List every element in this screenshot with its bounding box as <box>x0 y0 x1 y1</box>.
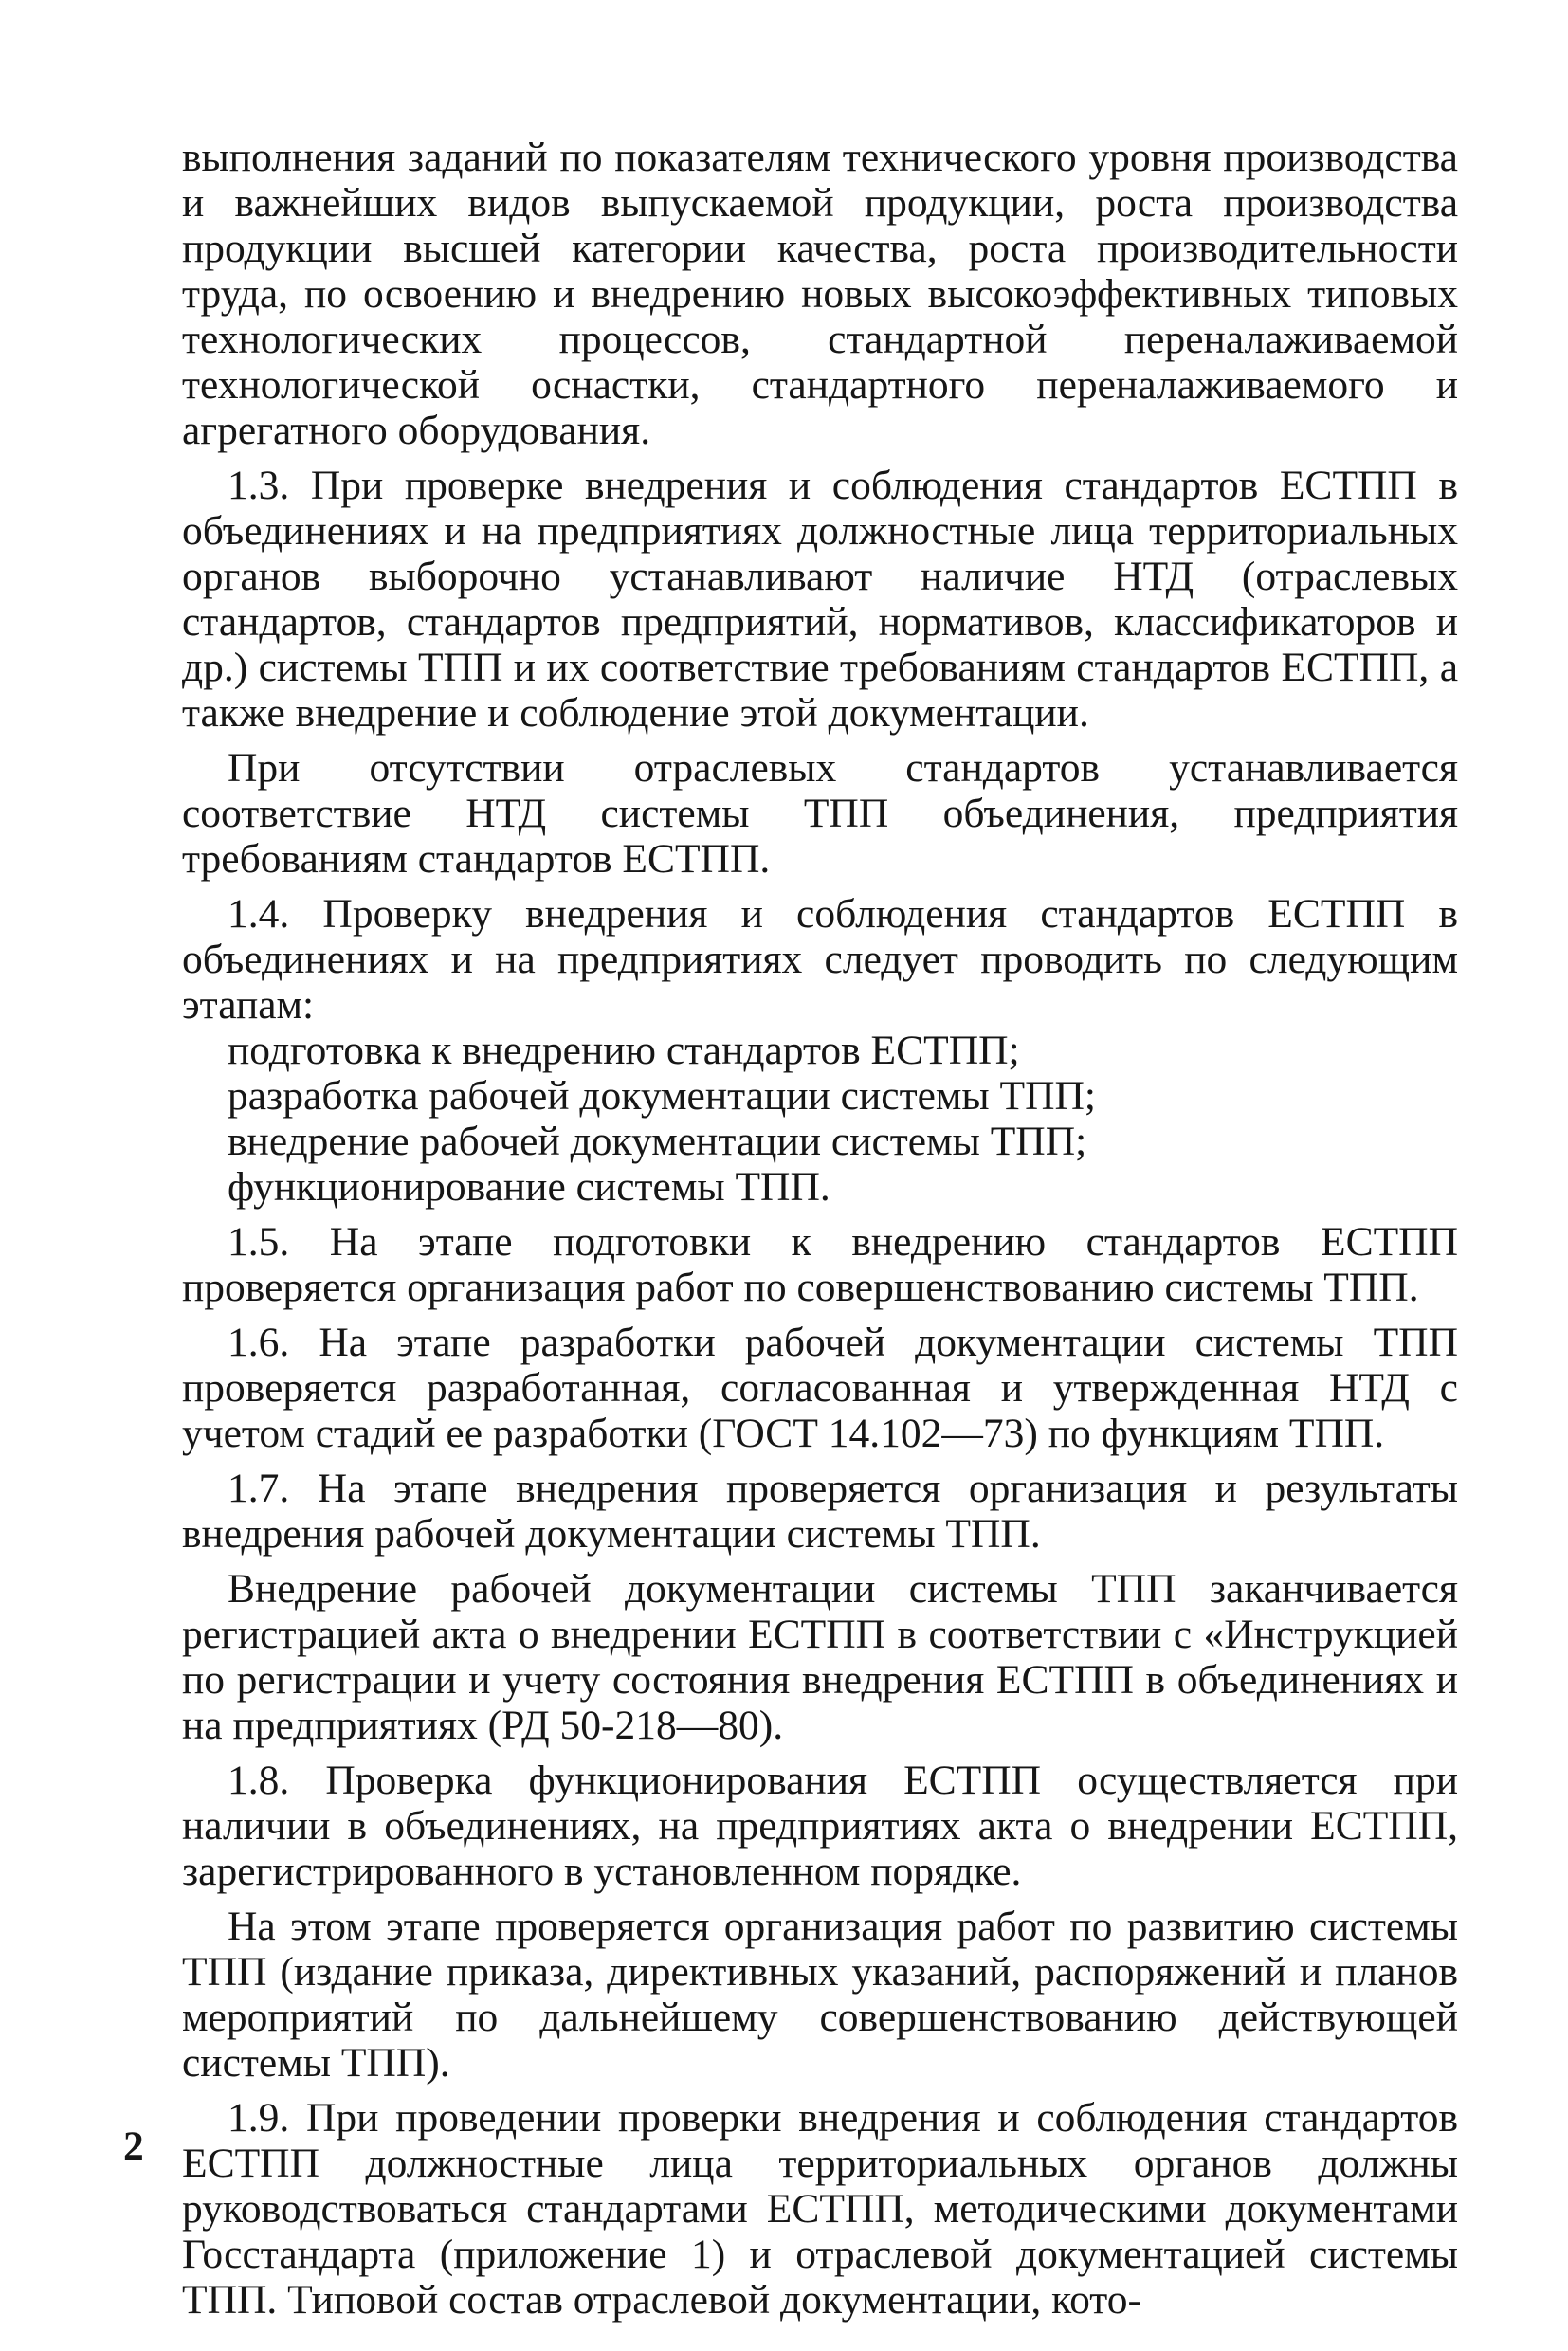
document-page <box>182 135 1458 2323</box>
paragraph-continuation: выполнения заданий по показателям технического уровня производства и важнейших видов выпускаемой продукции, роста производства продукции высшей категории качества, роста производительности труда, по освоению и внедрению новых высокоэффективных типовых технологических процессов, стандартной переналаживаемой технологической оснастки, стандартного переналаживаемого и агрегатного оборудования. <box>182 135 1458 453</box>
stage-item-development: разработка рабочей документации системы ТПП; <box>228 1073 1097 1119</box>
paragraph-1-9: 1.9. При проведении проверки внедрения и соблюдения стандартов ЕСТПП должностные лица территориальных органов должны руководствоваться стандартами ЕСТПП, методическими документами Госстандарта (приложение 1) и отраслевой документацией системы ТПП. Типовой состав отраслевой документации, кото- <box>182 2095 1458 2323</box>
page-number: 2 <box>123 2123 144 2169</box>
paragraph-implementation-registration: Внедрение рабочей документации системы ТПП заканчивается регистрацией акта о внедрении ЕСТПП в соответствии с «Инструкцией по регистрации и учету состояния внедрения ЕСТПП в объединениях и на предприятиях (РД 50-218—80). <box>182 1566 1458 1748</box>
paragraph-development-stage: На этом этапе проверяется организация работ по развитию системы ТПП (издание приказа, директивных указаний, распоряжений и планов мероприятий по дальнейшему совершенствованию действующей системы ТПП). <box>182 1904 1458 2086</box>
paragraph-1-3: 1.3. При проверке внедрения и соблюдения стандартов ЕСТПП в объединениях и на предприятиях должностные лица территориальных органов выборочно устанавливают наличие НТД (отраслевых стандартов, стандартов предприятий, нормативов, классификаторов и др.) системы ТПП и их соответствие требованиям стандартов ЕСТПП, а также внедрение и соблюдение этой документации. <box>182 463 1458 736</box>
paragraph-1-4: 1.4. Проверку внедрения и соблюдения стандартов ЕСТПП в объединениях и на предприятиях следует проводить по следующим этапам: <box>182 891 1458 1028</box>
paragraph-no-industry-standards: При отсутствии отраслевых стандартов устанавливается соответствие НТД системы ТПП объединения, предприятия требованиям стандартов ЕСТПП. <box>182 745 1458 882</box>
stage-item-functioning: функционирование системы ТПП. <box>228 1164 830 1210</box>
paragraph-1-7: 1.7. На этапе внедрения проверяется организация и результаты внедрения рабочей документации системы ТПП. <box>182 1466 1458 1557</box>
stage-item-preparation: подготовка к внедрению стандартов ЕСТПП; <box>228 1028 1020 1073</box>
paragraph-1-6: 1.6. На этапе разработки рабочей документации системы ТПП проверяется разработанная, согласованная и утвержденная НТД с учетом стадий ее разработки (ГОСТ 14.102—73) по функциям ТПП. <box>182 1320 1458 1456</box>
paragraph-1-8: 1.8. Проверка функционирования ЕСТПП осуществляется при наличии в объединениях, на предприятиях акта о внедрении ЕСТПП, зарегистрированного в установленном порядке. <box>182 1758 1458 1894</box>
stages-list <box>182 1028 1458 1210</box>
paragraph-1-5: 1.5. На этапе подготовки к внедрению стандартов ЕСТПП проверяется организация работ по совершенствованию системы ТПП. <box>182 1219 1458 1310</box>
stage-item-implementation: внедрение рабочей документации системы ТПП; <box>228 1119 1087 1164</box>
